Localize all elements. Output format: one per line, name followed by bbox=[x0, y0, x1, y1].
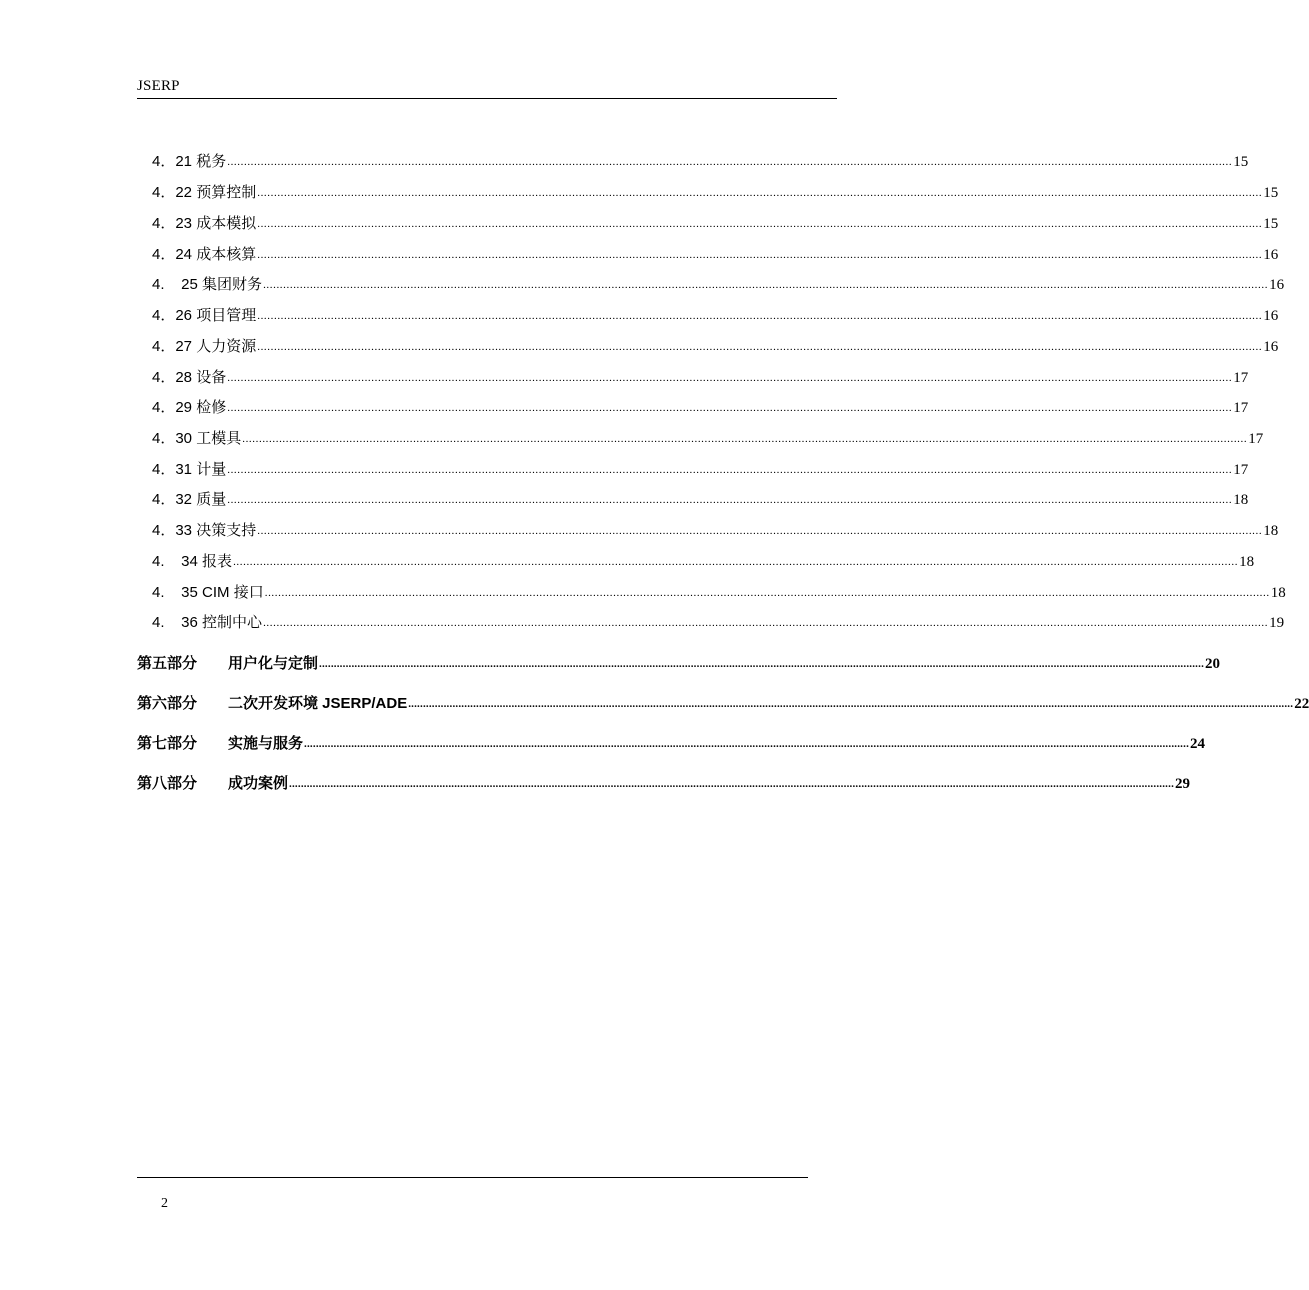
entry-label: 成本模拟 bbox=[196, 216, 257, 232]
part-name: 第八部分 bbox=[137, 775, 198, 792]
dot-leader: ............................................................................................................................................................................................................................................................................................................ bbox=[227, 402, 1233, 414]
footer-rule bbox=[137, 1177, 808, 1178]
dot-leader: ............................................................................................................................................................................................................................................................................................................ bbox=[257, 187, 1263, 199]
toc-entry[interactable] bbox=[152, 458, 1249, 480]
part-label: 实施与服务 bbox=[228, 735, 304, 752]
entry-label: 成本核算 bbox=[196, 247, 257, 263]
entry-page: 17 bbox=[1233, 462, 1249, 478]
entry-number: 4．24 bbox=[152, 246, 197, 263]
entry-label: 预算控制 bbox=[196, 185, 257, 201]
dot-leader: ............................................................................................................................................................................................................................................................................................................ bbox=[263, 279, 1269, 291]
toc-entry[interactable] bbox=[152, 212, 1279, 234]
entry-label: 税务 bbox=[196, 154, 227, 170]
entry-number: 4．21 bbox=[152, 153, 197, 170]
entry-number: 4. 25 bbox=[152, 276, 203, 293]
dot-leader: ............................................................................................................................................................................................................................................................................................................ bbox=[263, 617, 1269, 629]
entry-page: 16 bbox=[1269, 277, 1285, 293]
toc-entry[interactable] bbox=[152, 396, 1249, 418]
part-name: 第五部分 bbox=[137, 655, 198, 672]
entry-number: 4. 35 CIM bbox=[152, 584, 234, 601]
entry-page: 16 bbox=[1263, 247, 1279, 263]
toc-entry[interactable] bbox=[152, 611, 1285, 633]
part-name: 第六部分 bbox=[137, 695, 198, 712]
header-title: JSERP bbox=[137, 78, 180, 94]
entry-label: 报表 bbox=[202, 554, 233, 570]
entry-number: 4. 34 bbox=[152, 553, 203, 570]
entry-page: 15 bbox=[1263, 216, 1279, 232]
entry-number: 4．26 bbox=[152, 307, 197, 324]
dot-leader: ............................................................................................................................................................................................................................................................................................................ bbox=[257, 310, 1263, 322]
toc-entry[interactable] bbox=[152, 366, 1249, 388]
toc-entry[interactable] bbox=[152, 581, 1286, 603]
entry-number: 4．23 bbox=[152, 215, 197, 232]
entry-number: 4．22 bbox=[152, 184, 197, 201]
toc-entry[interactable] bbox=[152, 427, 1264, 449]
part-label: 用户化与定制 bbox=[228, 655, 319, 672]
entry-label: 集团财务 bbox=[202, 277, 263, 293]
toc-part-entry[interactable] bbox=[137, 772, 1191, 794]
toc-entry[interactable] bbox=[152, 488, 1249, 510]
part-name: 第七部分 bbox=[137, 735, 198, 752]
entry-page: 15 bbox=[1233, 154, 1249, 170]
entry-page: 18 bbox=[1239, 554, 1255, 570]
entry-label: 检修 bbox=[196, 400, 227, 416]
entry-label: 项目管理 bbox=[196, 308, 257, 324]
entry-page: 17 bbox=[1233, 400, 1249, 416]
toc-part-entry[interactable] bbox=[137, 692, 1309, 714]
dot-leader: ............................................................................................................................................................................................................................................................................................................ bbox=[257, 341, 1263, 353]
entry-label: 计量 bbox=[196, 462, 227, 478]
entry-label: 质量 bbox=[196, 492, 227, 508]
dot-leader: ............................................................................................................................................................................................................................................................................................................ bbox=[408, 698, 1294, 710]
part-label: 二次开发环境 JSERP/ADE bbox=[228, 695, 408, 712]
dot-leader: ............................................................................................................................................................................................................................................................................................................ bbox=[227, 494, 1233, 506]
dot-leader: ............................................................................................................................................................................................................................................................................................................ bbox=[257, 218, 1263, 230]
entry-number: 4．27 bbox=[152, 338, 197, 355]
part-page: 24 bbox=[1190, 736, 1206, 752]
entry-label: 决策支持 bbox=[196, 523, 257, 539]
dot-leader: ............................................................................................................................................................................................................................................................................................................ bbox=[227, 464, 1233, 476]
entry-label: 工模具 bbox=[196, 431, 242, 447]
part-label: 成功案例 bbox=[228, 775, 289, 792]
dot-leader: ............................................................................................................................................................................................................................................................................................................ bbox=[242, 433, 1248, 445]
dot-leader: ............................................................................................................................................................................................................................................................................................................ bbox=[289, 778, 1175, 790]
entry-label: 人力资源 bbox=[196, 339, 257, 355]
toc-entry[interactable] bbox=[152, 150, 1249, 172]
dot-leader: ............................................................................................................................................................................................................................................................................................................ bbox=[304, 738, 1190, 750]
toc-part-entry[interactable] bbox=[137, 652, 1221, 674]
dot-leader: ............................................................................................................................................................................................................................................................................................................ bbox=[264, 587, 1270, 599]
toc-entry[interactable] bbox=[152, 273, 1285, 295]
entry-number: 4．29 bbox=[152, 399, 197, 416]
part-page: 29 bbox=[1175, 776, 1191, 792]
entry-number: 4．28 bbox=[152, 369, 197, 386]
part-page: 20 bbox=[1205, 656, 1221, 672]
entry-label: 控制中心 bbox=[202, 615, 263, 631]
entry-page: 18 bbox=[1263, 523, 1279, 539]
entry-page: 17 bbox=[1233, 370, 1249, 386]
entry-page: 16 bbox=[1263, 339, 1279, 355]
entry-label: 设备 bbox=[196, 370, 227, 386]
entry-number: 4．32 bbox=[152, 491, 197, 508]
entry-page: 19 bbox=[1269, 615, 1285, 631]
dot-leader: ............................................................................................................................................................................................................................................................................................................ bbox=[233, 556, 1239, 568]
entry-number: 4．30 bbox=[152, 430, 197, 447]
page-number: 2 bbox=[161, 1196, 168, 1211]
entry-label: 接口 bbox=[233, 585, 264, 601]
entry-page: 15 bbox=[1263, 185, 1279, 201]
toc-entry[interactable] bbox=[152, 519, 1279, 541]
toc-entry[interactable] bbox=[152, 550, 1255, 572]
toc-part-entry[interactable] bbox=[137, 732, 1206, 754]
dot-leader: ............................................................................................................................................................................................................................................................................................................ bbox=[257, 525, 1263, 537]
dot-leader: ............................................................................................................................................................................................................................................................................................................ bbox=[319, 658, 1205, 670]
toc-entry[interactable] bbox=[152, 181, 1279, 203]
dot-leader: ............................................................................................................................................................................................................................................................................................................ bbox=[227, 156, 1233, 168]
entry-page: 17 bbox=[1248, 431, 1264, 447]
entry-number: 4．33 bbox=[152, 522, 197, 539]
page-header bbox=[137, 78, 837, 99]
toc-entry[interactable] bbox=[152, 304, 1279, 326]
toc-entry[interactable] bbox=[152, 243, 1279, 265]
entry-page: 16 bbox=[1263, 308, 1279, 324]
entry-number: 4. 36 bbox=[152, 614, 203, 631]
toc-entry[interactable] bbox=[152, 335, 1279, 357]
part-page: 22 bbox=[1294, 696, 1309, 712]
dot-leader: ............................................................................................................................................................................................................................................................................................................ bbox=[227, 372, 1233, 384]
entry-page: 18 bbox=[1270, 585, 1286, 601]
entry-page: 18 bbox=[1233, 492, 1249, 508]
entry-number: 4．31 bbox=[152, 461, 197, 478]
dot-leader: ............................................................................................................................................................................................................................................................................................................ bbox=[257, 249, 1263, 261]
